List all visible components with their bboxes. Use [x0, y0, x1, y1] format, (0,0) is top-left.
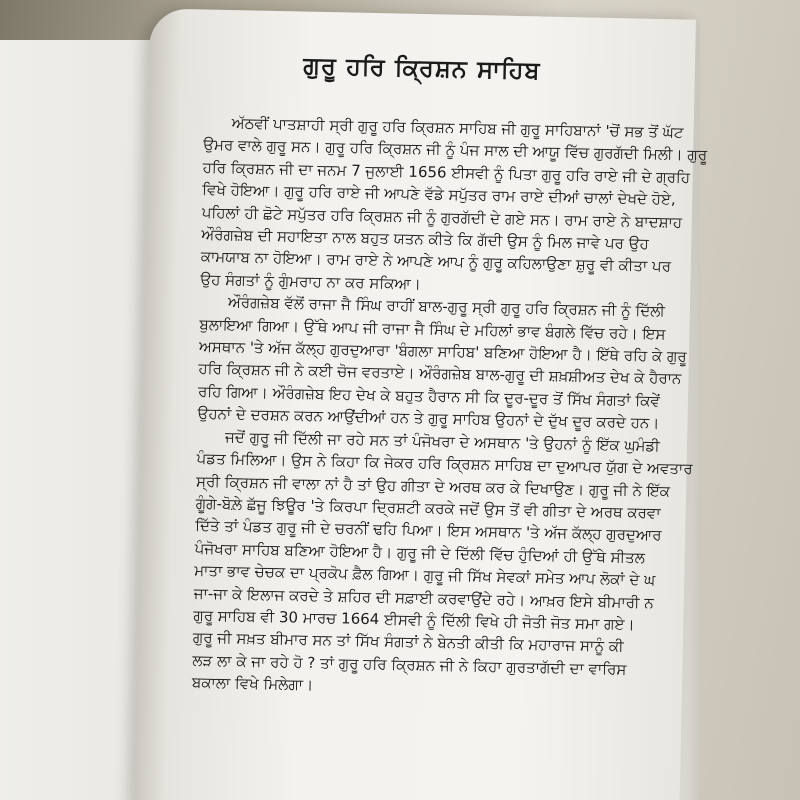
text-line: ਅੱਠਵੀਂ ਪਾਤਸ਼ਾਹੀ ਸ੍ਰੀ ਗੁਰੂ ਹਰਿ ਕ੍ਰਿਸ਼ਨ ਸਾਹਿਬ ਜੀ ਗੁਰੂ ਸਾਹਿਬਾਨਾਂ 'ਚੋਂ ਸਭ ਤੋਂ ਘੱਟ: [231, 114, 684, 142]
text-line: ਕਾਮਯਾਬ ਨਾ ਹੋਇਆ। ਰਾਮ ਰਾਏ ਨੇ ਆਪਣੇ ਆਪ ਨੂੰ ਗੁਰੂ ਕਹਿਲਾਉਣਾ ਸ਼ੁਰੂ ਵੀ ਕੀਤਾ ਪਰ: [200, 247, 672, 276]
text-line: ਗੁਰੂ ਜੀ ਸਖ਼ਤ ਬੀਮਾਰ ਸਨ ਤਾਂ ਸਿੱਖ ਸੰਗਤਾਂ ਨੇ ਬੇਨਤੀ ਕੀਤੀ ਕਿ ਮਹਾਰਾਜ ਸਾਨੂੰ ਕੀ: [192, 628, 624, 656]
text-line: ਗੁਰੂ ਸਾਹਿਬ ਵੀ 30 ਮਾਰਚ 1664 ਈਸਵੀ ਨੂੰ ਦਿੱਲੀ ਵਿਖੇ ਹੀ ਜੋਤੀ ਜੋਤ ਸਮਾ ਗਏ।: [193, 606, 635, 634]
text-line: ਲੜ ਲਾ ਕੇ ਜਾ ਰਹੇ ਹੋ ? ਤਾਂ ਗੁਰੂ ਹਰਿ ਕ੍ਰਿਸ਼ਨ ਜੀ ਨੇ ਕਿਹਾ ਗੁਰਤਾਗੱਦੀ ਦਾ ਵਾਰਿਸ: [192, 651, 627, 679]
text-line: ਉਹਨਾਂ ਦੇ ਦਰਸ਼ਨ ਕਰਨ ਆਉਂਦੀਆਂ ਹਨ ਤੇ ਗੁਰੂ ਸਾਹਿਬ ਉਹਨਾਂ ਦੇ ਦੁੱਖ ਦੂਰ ਕਰਦੇ ਹਨ।: [197, 404, 660, 433]
text-line: ਅਸਥਾਨ 'ਤੇ ਅੱਜ ਕੱਲ੍ਹ ਗੁਰਦੁਆਰਾ 'ਬੰਗਲਾ ਸਾਹਿਬ' ਬਣਿਆ ਹੋਇਆ ਹੈ। ਇੱਥੇ ਰਹਿ ਕੇ ਗੁਰੂ: [198, 337, 687, 366]
text-line: ਔਰੰਗਜ਼ੇਬ ਦੀ ਸਹਾਇਤਾ ਨਾਲ ਬਹੁਤ ਯਤਨ ਕੀਤੇ ਕਿ ਗੱਦੀ ਉਸ ਨੂੰ ਮਿਲ ਜਾਵੇ ਪਰ ਉਹ: [201, 225, 649, 253]
text-line: ਬਕਾਲਾ ਵਿਖੇ ਮਿਲੇਗਾ।: [191, 673, 314, 695]
text-line: ਦਿੱਤੇ ਤਾਂ ਪੰਡਤ ਗੁਰੂ ਜੀ ਦੇ ਚਰਨੀਂ ਢਹਿ ਪਿਆ। ਇਸ ਅਸਥਾਨ 'ਤੇ ਅੱਜ ਕੱਲ੍ਹ ਗੁਰਦੁਆਰ: [195, 516, 662, 545]
text-line: ਰਹਿ ਗਿਆ। ਔਰੰਗਜ਼ੇਬ ਇਹ ਦੇਖ ਕੇ ਬਹੁਤ ਹੈਰਾਨ ਸੀ ਕਿ ਦੂਰ-ਦੂਰ ਤੋਂ ਸਿੱਖ ਸੰਗਤਾਂ ਕਿਵੇਂ: [197, 382, 661, 410]
page-body: [191, 111, 708, 704]
book-page: [133, 8, 708, 800]
paragraph-3: [192, 425, 698, 704]
text-line: ਮਾਤਾ ਭਾਵ ਚੇਚਕ ਦਾ ਪ੍ਰਕੋਪ ਫ਼ੈਲ ਗਿਆ। ਗੁਰੂ ਜੀ ਸਿੱਖ ਸੇਵਕਾਂ ਸਮੇਤ ਆਪ ਲੋਕਾਂ ਦੇ ਘ: [194, 561, 656, 590]
text-line: ਪੰਜੋਖਰਾ ਸਾਹਿਬ ਬਣਿਆ ਹੋਇਆ ਹੈ। ਗੁਰੂ ਜੀ ਦੇ ਦਿੱਲੀ ਵਿੱਚ ਹੁੰਦਿਆਂ ਹੀ ਉੱਥੇ ਸੀਤਲ: [194, 539, 646, 567]
page-title: ਗੁਰੂ ਹਰਿ ਕ੍ਰਿਸ਼ਨ ਸਾਹਿਬ: [302, 51, 541, 85]
text-line: ਵਿਖੇ ਹੋਇਆ। ਗੁਰੂ ਹਰਿ ਰਾਏ ਜੀ ਆਪਣੇ ਵੱਡੇ ਸਪੁੱਤਰ ਰਾਮ ਰਾਏ ਦੀਆਂ ਚਾਲਾਂ ਦੇਖਦੇ ਹੋਏ,: [202, 180, 676, 209]
paragraph-1: [200, 111, 708, 301]
text-line: ਹਰਿ ਕ੍ਰਿਸ਼ਨ ਜੀ ਦਾ ਜਨਮ 7 ਜੁਲਾਈ 1656 ਈਸਵੀ ਨੂੰ ਪਿਤਾ ਗੁਰੂ ਹਰਿ ਰਾਏ ਜੀ ਦੇ ਗ੍ਰਹਿ: [202, 158, 691, 187]
paragraph-2: [197, 291, 700, 436]
text-line: ਹਰਿ ਕ੍ਰਿਸ਼ਨ ਜੀ ਨੇ ਕਈ ਚੋਜ ਵਰਤਾਏ। ਔਰੰਗਜ਼ੇਬ ਬਾਲ-ਗੁਰੂ ਦੀ ਸ਼ਖ਼ਸ਼ੀਅਤ ਦੇਖ ਕੇ ਹੈਰਾਨ: [198, 359, 682, 388]
text-line: ਉਮਰ ਵਾਲੇ ਗੁਰੂ ਸਨ। ਗੁਰੂ ਹਰਿ ਕ੍ਰਿਸ਼ਨ ਜੀ ਨੂੰ ਪੰਜ ਸਾਲ ਦੀ ਆਯੂ ਵਿੱਚ ਗੁਰਗੱਦੀ ਮਿਲੀ। ਗੁਰੂ: [203, 135, 708, 165]
text-line: ਪੰਡਤ ਮਿਲਿਆ। ਉਸ ਨੇ ਕਿਹਾ ਕਿ ਜੇਕਰ ਹਰਿ ਕ੍ਰਿਸ਼ਨ ਸਾਹਿਬ ਦਾ ਦੁਆਪਰ ਯੁੱਗ ਦੇ ਅਵਤਾਰ: [196, 449, 693, 478]
text-line: ਜਦੋਂ ਗੁਰੂ ਜੀ ਦਿੱਲੀ ਜਾ ਰਹੇ ਸਨ ਤਾਂ ਪੰਜੋਖਰਾ ਦੇ ਅਸਥਾਨ 'ਤੇ ਉਹਨਾਂ ਨੂੰ ਇੱਕ ਘੁਮੰਡੀ: [224, 427, 660, 455]
text-line: ਬੁਲਾਇਆ ਗਿਆ। ਉੱਥੇ ਆਪ ਜੀ ਰਾਜਾ ਜੈ ਸਿੰਘ ਦੇ ਮਹਿਲਾਂ ਭਾਵ ਬੰਗਲੇ ਵਿੱਚ ਰਹੇ। ਇਸ: [199, 315, 666, 343]
text-line: ਪਹਿਲਾਂ ਹੀ ਛੋਟੇ ਸਪੁੱਤਰ ਹਰਿ ਕ੍ਰਿਸ਼ਨ ਜੀ ਨੂੰ ਗੁਰਗੱਦੀ ਦੇ ਗਏ ਸਨ। ਰਾਮ ਰਾਏ ਨੇ ਬਾਦਸ਼ਾਹ: [201, 203, 683, 232]
text-line: ਉਹ ਸੰਗਤਾਂ ਨੂੰ ਗੁੰਮਰਾਹ ਨਾ ਕਰ ਸਕਿਆ।: [200, 270, 422, 293]
text-line: ਸ੍ਰੀ ਕ੍ਰਿਸ਼ਨ ਜੀ ਵਾਲਾ ਨਾਂ ਹੈ ਤਾਂ ਉਹ ਗੀਤਾ ਦੇ ਅਰਥ ਕਰ ਕੇ ਦਿਖਾਉਣ। ਗੁਰੂ ਜੀ ਨੇ ਇੱਕ: [195, 471, 671, 500]
text-line: ਜਾ-ਜਾ ਕੇ ਇਲਾਜ ਕਰਦੇ ਤੇ ਸ਼ਹਿਰ ਦੀ ਸਫ਼ਾਈ ਕਰਵਾਉਂਦੇ ਰਹੇ। ਆਖ਼ਰ ਇਸੇ ਬੀਮਾਰੀ ਨ: [193, 583, 654, 612]
text-line: ਔਰੰਗਜ਼ੇਬ ਵੱਲੋਂ ਰਾਜਾ ਜੈ ਸਿੰਘ ਰਾਹੀਂ ਬਾਲ-ਗੁਰੂ ਸ੍ਰੀ ਗੁਰੂ ਹਰਿ ਕ੍ਰਿਸ਼ਨ ਜੀ ਨੂੰ ਦਿੱਲੀ: [227, 293, 666, 321]
text-line: ਗੂੰਗੇ-ਬੋਲ਼ੇ ਛੱਜੂ ਝਿਊਰ 'ਤੇ ਕਿਰਪਾ ਦ੍ਰਿਸ਼ਟੀ ਕਰਕੇ ਜਦੋਂ ਉਸ ਤੋਂ ਵੀ ਗੀਤਾ ਦੇ ਅਰਥ ਕਰਵਾ: [195, 494, 661, 522]
